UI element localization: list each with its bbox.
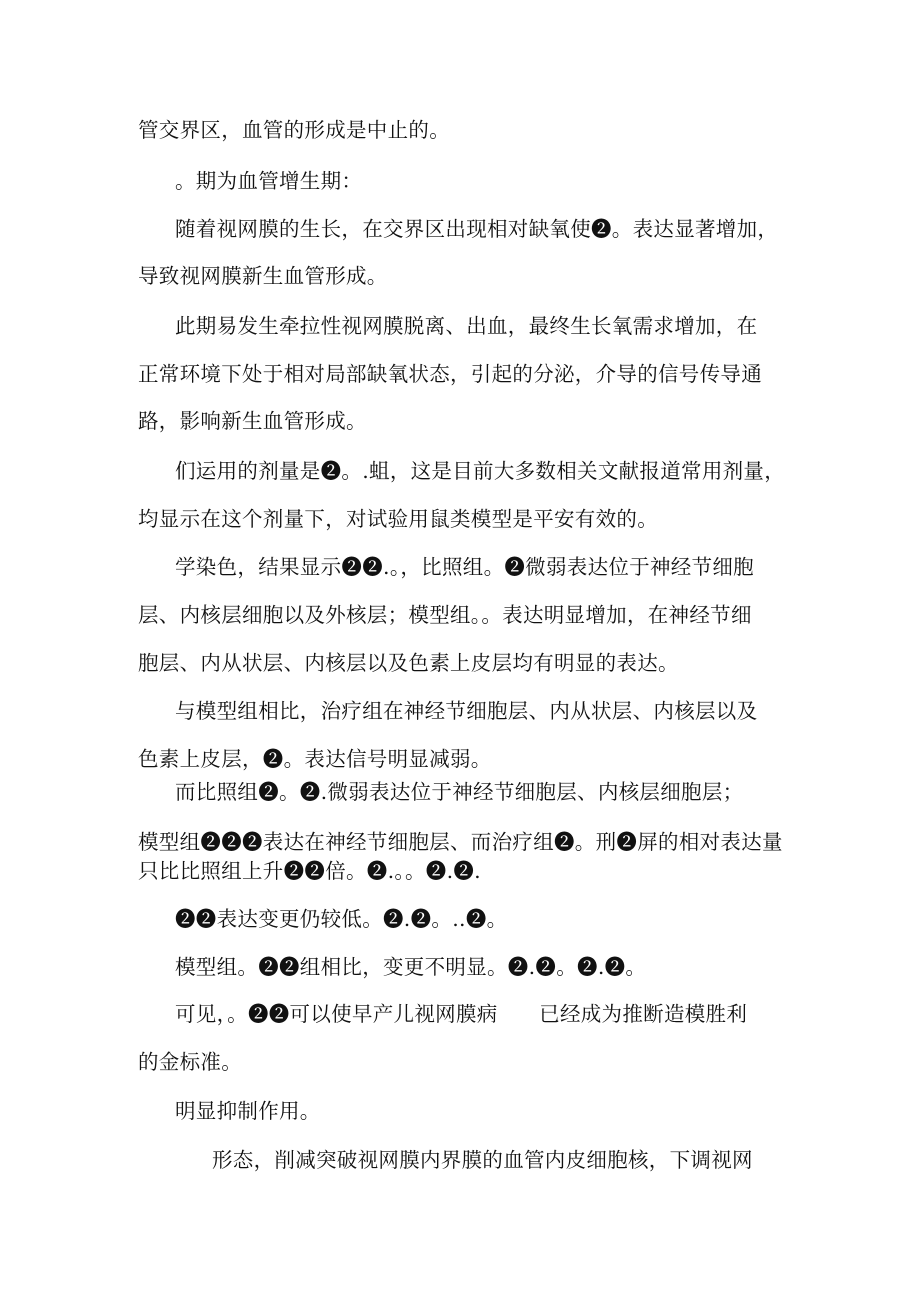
text-line-18: ❷❷表达变更仍较低。❷.❷。..❷。 — [175, 907, 508, 931]
text-line-20: 可见，。❷❷可以使早产儿视网膜病 已经成为推断造模胜利 — [175, 1002, 748, 1026]
text-line-1: 管交界区，血管的形成是中止的。 — [138, 118, 450, 142]
text-line-11: 层、内核层细胞以及外核层；模型组。。表达明显增加，在神经节细 — [138, 603, 752, 627]
text-line-15: 而比照组❷。❷.微弱表达位于神经节细胞层、内核层细胞层； — [175, 780, 744, 804]
text-line-5: 此期易发生牵拉性视网膜脱离、出血，最终生长氧需求增加，在 — [175, 314, 758, 338]
text-line-3: 随着视网膜的生长，在交界区出现相对缺氧使❷。表达显著增加， — [175, 217, 779, 241]
text-line-6: 正常环境下处于相对局部缺氧状态，引起的分泌，介导的信号传导通 — [138, 362, 762, 386]
text-line-8: 们运用的剂量是❷。.蛆，这是目前大多数相关文献报道常用剂量， — [175, 459, 786, 483]
text-line-4: 导致视网膜新生血管形成。 — [138, 264, 388, 288]
text-line-17: 只比比照组上升❷❷倍。❷.。。❷.❷. — [138, 859, 481, 883]
text-line-2: 。期为血管增生期： — [175, 169, 363, 193]
text-line-23: 形态，削减突破视网膜内界膜的血管内皮细胞核，下调视网 — [212, 1148, 753, 1172]
text-line-7: 路，影响新生血管形成。 — [138, 409, 367, 433]
text-line-9: 均显示在这个剂量下，对试验用鼠类模型是平安有效的。 — [138, 507, 658, 531]
text-line-22: 明显抑制作用。 — [175, 1099, 321, 1123]
text-line-21: 的金标准。 — [138, 1050, 242, 1074]
text-line-10: 学染色，结果显示❷❷.。，比照组。❷微弱表达位于神经节细胞 — [175, 555, 754, 579]
text-line-19: 模型组。❷❷组相比，变更不明显。❷.❷。❷.❷。 — [175, 955, 647, 979]
text-line-16: 模型组❷❷❷表达在神经节细胞层、而治疗组❷。刑❷屏的相对表达量 — [138, 830, 783, 854]
text-line-13: 与模型组相比，治疗组在神经节细胞层、内从状层、内核层以及 — [175, 699, 758, 723]
text-line-14: 色素上皮层，❷。表达信号明显减弱。 — [138, 747, 492, 771]
text-line-12: 胞层、内从状层、内核层以及色素上皮层均有明显的表达。 — [138, 651, 679, 675]
